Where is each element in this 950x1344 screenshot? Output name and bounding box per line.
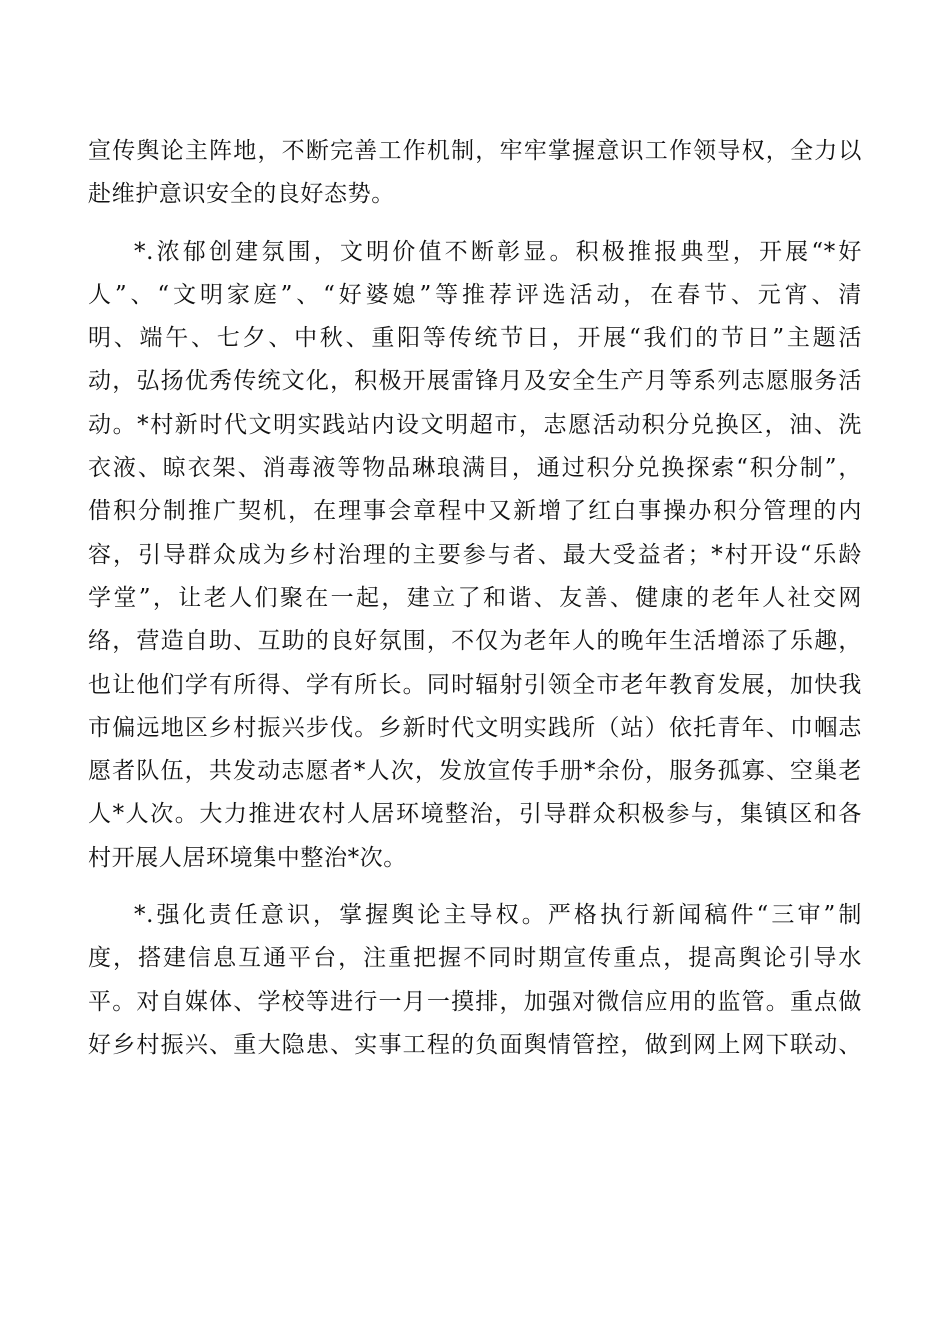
text-line: 明、端午、七夕、中秋、重阳等传统节日，开展“我们的节日”主题活	[88, 325, 862, 352]
paragraph-1	[88, 130, 862, 217]
text-line: 好乡村振兴、重大隐患、实事工程的负面舆情管控，做到网上网下联动、	[88, 1031, 862, 1058]
text-line: 村开展人居环境集中整治*次。	[88, 844, 407, 871]
text-line: 赴维护意识安全的良好态势。	[88, 181, 395, 208]
text-line: 络，营造自助、互助的良好氛围，不仅为老年人的晚年生活增添了乐趣，	[88, 628, 862, 655]
text-line: 也让他们学有所得、学有所长。同时辐射引领全市老年教育发展，加快我	[88, 671, 862, 698]
text-line: 人*人次。大力推进农村人居环境整治，引导群众积极参与，集镇区和各	[88, 801, 862, 828]
text-line: 学堂”，让老人们聚在一起，建立了和谐、友善、健康的老年人社交网	[88, 584, 862, 611]
text-line: 平。对自媒体、学校等进行一月一摸排，加强对微信应用的监管。重点做	[88, 988, 862, 1015]
text-line: 动，弘扬优秀传统文化，积极开展雷锋月及安全生产月等系列志愿服务活	[88, 368, 862, 395]
text-line: 愿者队伍，共发动志愿者*人次，发放宣传手册*余份，服务孤寡、空巢老	[88, 758, 862, 785]
document-body	[88, 130, 862, 1067]
text-line: *.强化责任意识，掌握舆论主导权。严格执行新闻稿件“三审”制	[134, 902, 862, 929]
text-line: 衣液、晾衣架、消毒液等物品琳琅满目，通过积分兑换探索“积分制”，	[88, 455, 862, 482]
text-line: 市偏远地区乡村振兴步伐。乡新时代文明实践所（站）依托青年、巾帼志	[88, 714, 862, 741]
text-line: 动。*村新时代文明实践站内设文明超市，志愿活动积分兑换区，油、洗	[88, 411, 862, 438]
text-line: *.浓郁创建氛围，文明价值不断彰显。积极推报典型，开展“*好	[134, 238, 862, 265]
text-line: 度，搭建信息互通平台，注重把握不同时期宣传重点，提高舆论引导水	[88, 945, 862, 972]
text-line: 人”、“文明家庭”、“好婆媳”等推荐评选活动，在春节、元宵、清	[88, 281, 862, 308]
paragraph-2	[88, 231, 862, 880]
text-line: 容，引导群众成为乡村治理的主要参与者、最大受益者；*村开设“乐龄	[88, 541, 862, 568]
text-line: 宣传舆论主阵地，不断完善工作机制，牢牢掌握意识工作领导权，全力以	[88, 138, 862, 164]
text-line: 借积分制推广契机，在理事会章程中又新增了红白事操办积分管理的内	[88, 498, 862, 525]
paragraph-3	[88, 894, 862, 1067]
